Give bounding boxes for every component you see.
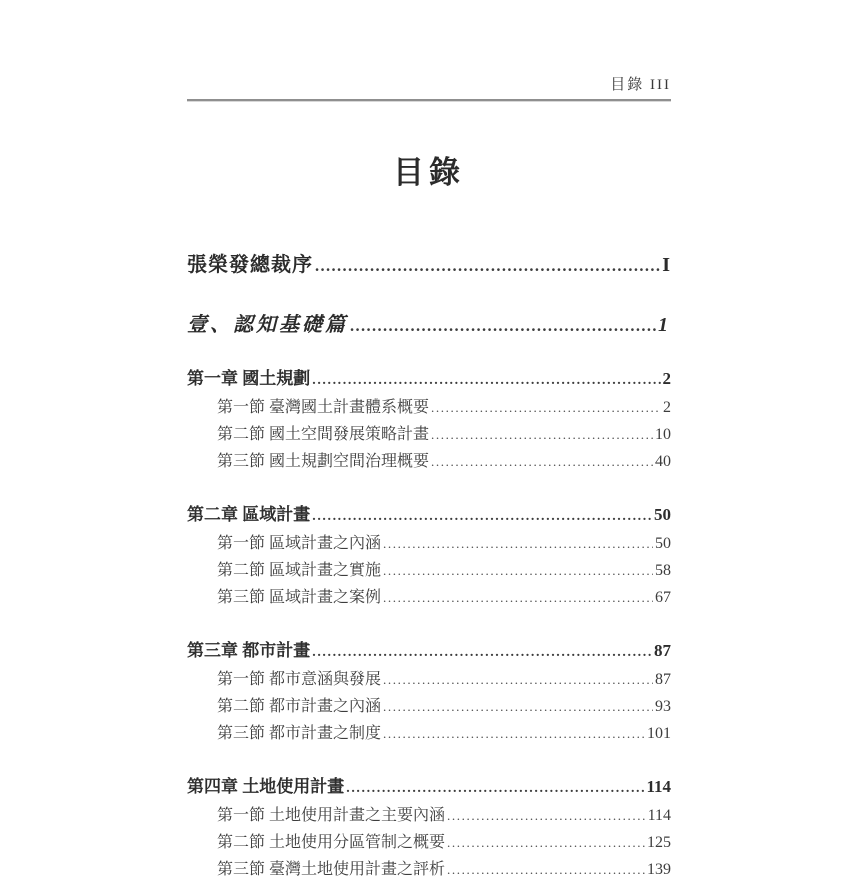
dot-leader (383, 720, 645, 747)
page-number: 87 (655, 671, 671, 688)
toc-entry-label: 第二節 區域計畫之實施 (217, 562, 382, 579)
page-number: 114 (647, 807, 671, 824)
toc-entry-label: 第三節 區域計畫之案例 (217, 589, 382, 606)
dot-leader (346, 773, 644, 802)
toc-chapter-block (187, 501, 671, 611)
page-number: 50 (655, 535, 671, 552)
page-number: 1 (658, 314, 671, 336)
page-number: 87 (654, 641, 671, 660)
page-number: 125 (647, 834, 671, 851)
toc-section-row (187, 448, 671, 475)
dot-leader (315, 252, 660, 279)
page-number: 58 (655, 562, 671, 579)
dot-leader (383, 584, 653, 611)
toc-entry-label: 第一節 臺灣國土計畫體系概要 (217, 399, 430, 416)
toc-section-row (187, 856, 671, 883)
page-number: 114 (646, 777, 671, 796)
header-divider (187, 99, 671, 102)
page-number: 2 (662, 369, 671, 388)
toc-chapter-row (187, 501, 671, 530)
toc-section-row (187, 829, 671, 856)
toc-chapter-row (187, 365, 671, 394)
toc-section-row (187, 557, 671, 584)
toc-section-row (187, 421, 671, 448)
dot-leader (312, 637, 652, 666)
toc-entry-label: 第一節 都市意涵與發展 (217, 671, 382, 688)
toc-entry-label: 第三節 國土規劃空間治理概要 (217, 453, 430, 470)
toc-entry-label: 第一章 國土規劃 (187, 369, 311, 388)
toc-entry-label: 第四章 土地使用計畫 (187, 777, 345, 796)
dot-leader (431, 421, 653, 448)
dot-leader (431, 448, 653, 475)
toc-entry-label: 第一節 土地使用計畫之主要內涵 (217, 807, 446, 824)
dot-leader (312, 501, 652, 530)
toc-part-row (187, 312, 671, 339)
toc-content (187, 0, 671, 883)
toc-chapter-block (187, 365, 671, 475)
dot-leader (383, 666, 653, 693)
toc-entry-label: 第三節 都市計畫之制度 (217, 725, 382, 742)
dot-leader (383, 557, 653, 584)
page-number: 2 (663, 399, 671, 416)
dot-leader (312, 365, 660, 394)
toc-section-row (187, 394, 671, 421)
page-number: 50 (654, 505, 671, 524)
page-title: 目錄 (393, 155, 465, 190)
toc-chapter-row (187, 773, 671, 802)
toc-chapter-row (187, 637, 671, 666)
toc-entry-label: 張榮發總裁序 (187, 254, 313, 276)
page-number: 93 (655, 698, 671, 715)
dot-leader (447, 802, 646, 829)
toc-section-row (187, 693, 671, 720)
toc-section-row (187, 666, 671, 693)
page-number: 10 (655, 426, 671, 443)
dot-leader (383, 530, 653, 557)
toc-section-row (187, 720, 671, 747)
toc-chapter-block (187, 773, 671, 883)
toc-entry-label: 壹、認知基礎篇 (187, 314, 348, 336)
toc-entry-label: 第一節 區域計畫之內涵 (217, 535, 382, 552)
page-number: I (662, 254, 671, 276)
dot-leader (431, 394, 661, 421)
toc-section-row (187, 584, 671, 611)
toc-entry-label: 第二節 土地使用分區管制之概要 (217, 834, 446, 851)
dot-leader (383, 693, 653, 720)
page-number: 67 (655, 589, 671, 606)
toc-section-row (187, 530, 671, 557)
page-number: 40 (655, 453, 671, 470)
toc-section-row (187, 802, 671, 829)
page-number: 101 (647, 725, 671, 742)
toc-chapter-block (187, 637, 671, 747)
toc-entry-label: 第三章 都市計畫 (187, 641, 311, 660)
toc-front-matter-row (187, 252, 671, 279)
dot-leader (447, 856, 645, 883)
toc-entry-label: 第二章 區域計畫 (187, 505, 311, 524)
toc-entry-label: 第二節 都市計畫之內涵 (217, 698, 382, 715)
dot-leader (447, 829, 645, 856)
toc-entry-label: 第二節 國土空間發展策略計畫 (217, 426, 430, 443)
page-number: 139 (647, 861, 671, 878)
dot-leader (350, 312, 656, 339)
running-header: 目錄 III (610, 77, 671, 93)
toc-entry-label: 第三節 臺灣土地使用計畫之評析 (217, 861, 446, 878)
